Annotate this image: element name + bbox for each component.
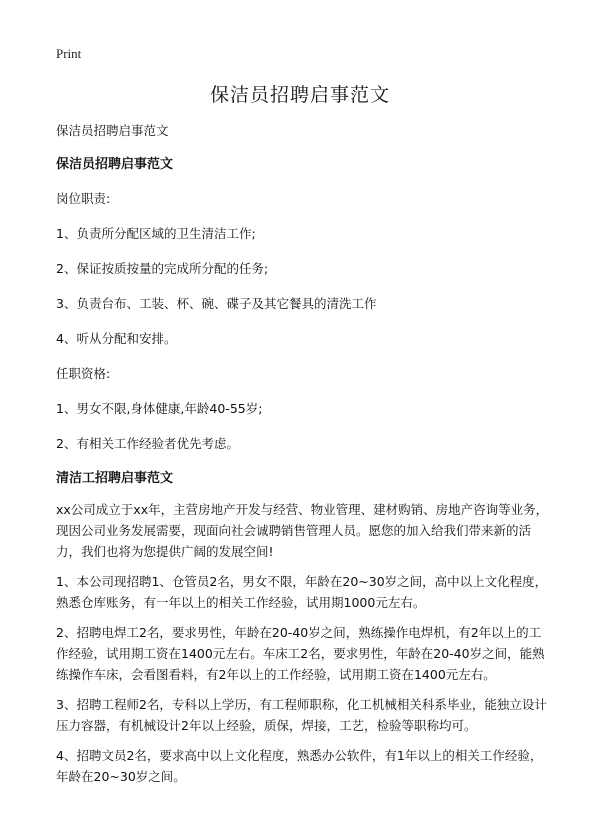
duties-label: 岗位职责: (56, 191, 111, 206)
qualifications-label: 任职资格: (56, 366, 111, 381)
job-paragraph: 2、招聘电焊工2名，要求男性，年龄在20-40岁之间，熟练操作电焊机，有2年以上的工作经验，试用期工资在1400元左右。车床工2名，要求男性，年龄在20-40岁之间，能熟练操作车床，会看图看料，有2年以上的工作经验，试用期工资在1400元左右。 (56, 625, 545, 682)
document-title: 保洁员招聘启事范文 (209, 84, 390, 106)
job-paragraph: 3、招聘工程师2名，专科以上学历，有工程师职称，化工机械相关科系毕业，能独立设计压力容器，有机械设计2年以上经验，质保，焊接，工艺，检验等职称均可。 (56, 697, 547, 733)
duty-item: 2、保证按质按量的完成所分配的任务; (56, 261, 269, 276)
duty-item: 1、负责所分配区域的卫生清洁工作; (56, 226, 256, 241)
document-body (56, 120, 552, 787)
section-heading-cleaner-staff: 保洁员招聘启事范文 (56, 157, 174, 172)
duty-item: 3、负责台布、工装、杯、碗、碟子及其它餐具的清洗工作 (56, 296, 377, 311)
company-intro-paragraph: xx公司成立于xx年，主营房地产开发与经营、物业管理、建材购销、房地产咨询等业务，现因公司业务发展需要，现面向社会诚聘销售管理人员。愿您的加入给我们带来新的活力，我们也将为您提供广阔的发展空间! (56, 502, 549, 559)
job-paragraph: 4、招聘文员2名，要求高中以上文化程度，熟悉办公软件，有1年以上的相关工作经验，年龄在20~30岁之间。 (56, 748, 543, 784)
job-paragraph: 1、本公司现招聘1、仓管员2名，男女不限，年龄在20~30岁之间，高中以上文化程度，熟悉仓库账务，有一年以上的相关工作经验，试用期1000元左右。 (56, 574, 548, 610)
intro-line: 保洁员招聘启事范文 (56, 123, 169, 138)
qualification-item: 1、男女不限,身体健康,年龄40-55岁; (56, 401, 263, 416)
duty-item: 4、听从分配和安排。 (56, 331, 177, 346)
section-heading-janitor: 清洁工招聘启事范文 (56, 471, 174, 486)
print-link[interactable]: Print (56, 46, 82, 61)
qualification-item: 2、有相关工作经验者优先考虑。 (56, 436, 239, 451)
